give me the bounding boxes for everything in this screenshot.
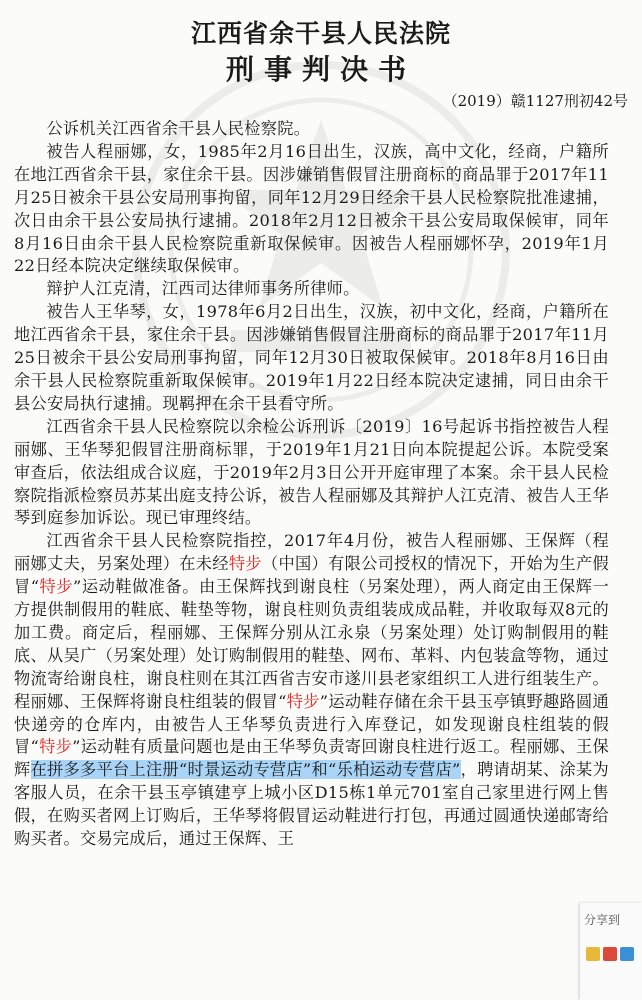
court-name: 江西省余干县人民法院 bbox=[190, 19, 451, 48]
charges-paragraph bbox=[14, 530, 609, 851]
share-icons bbox=[586, 947, 634, 961]
charges-text: ，聘请胡某、涂某为客服人员，在余干县玉亭镇建亨上城小区D15栋1单元701室自己家里进行网上售假，在购买者网上订购后，王华琴将假冒运动鞋进行打包，再通过圆通快递邮寄给购买者。交易完成后，通过王保辉、王 bbox=[14, 760, 609, 849]
charges-text: ”运动鞋有质量问题也是由王华琴负责寄回谢良柱进行返工。程丽娜、王保辉 bbox=[14, 737, 609, 780]
document-title: 刑事判决书 bbox=[225, 53, 416, 86]
prosecutor-paragraph: 公诉机关江西省余干县人民检察院。 bbox=[46, 119, 311, 138]
procedure-paragraph: 江西省余干县人民检察院以余检公诉刑诉〔2019〕16号起诉书指控被告人程丽娜、王华琴犯假冒注册商标罪，于2019年1月21日向本院提起公诉。本院受案审查后，依法组成合议庭，于2019年2月3日公开开庭审理了本案。余干县人民检察院指派检察员苏某出庭支持公诉，被告人程丽娜及其辩护人江克清、被告人王华琴到庭参加诉讼。现已审理终结。 bbox=[14, 416, 609, 528]
tencent-share-icon[interactable] bbox=[620, 947, 634, 961]
charges-text: ”运动鞋做准备。由王保辉找到谢良柱（另案处理），两人商定由王保辉一方提供制假用的鞋底、鞋垫等物，谢良柱则负责组装成成品鞋，并收取每双8元的加工费。商定后，程丽娜、王保辉分别从江永泉（另案处理）处订购制假用的鞋底、从吴广（另案处理）处订购制假用的鞋垫、网布、革料、内包装盒等物，通过物流寄给谢良柱，谢良柱则在其江西省吉安市遂川县老家组织工人进行组装生产。程丽娜、王保辉将谢良柱组装的假冒“ bbox=[14, 577, 609, 711]
brand-name: 特步 bbox=[228, 554, 262, 574]
brand-name: 特步 bbox=[39, 577, 74, 597]
share-label: 分享到 bbox=[584, 913, 621, 927]
charges-text: 江西省余干县人民检察院指控，2017年4月份，被告人程丽娜、王保辉（程丽娜丈夫，另案处理）在未经 bbox=[14, 531, 609, 574]
case-number: （2019）赣1127刑初42号 bbox=[442, 92, 628, 110]
judgment-body bbox=[14, 118, 609, 851]
brand-name: 特步 bbox=[286, 691, 320, 711]
defendant-2-paragraph: 被告人王华琴，女，1978年6月2日出生，汉族，初中文化，经商，户籍所在地江西省余干县，家住余干县。因涉嫌销售假冒注册商标的商品罪于2017年11月25日被余干县公安局刑事拘留，同年12月30日被取保候审。2018年8月16日由余干县人民检察院重新取保候审。2019年1月22日经本院决定逮捕，同日由余干县公安局执行逮捕。现羁押在余干县看守所。 bbox=[14, 302, 609, 413]
qzone-share-icon[interactable] bbox=[586, 947, 600, 961]
highlighted-selection[interactable]: 在拼多多平台上注册“时景运动专营店”和“乐柏运动专营店” bbox=[30, 760, 461, 780]
brand-name: 特步 bbox=[39, 737, 73, 757]
charges-text: （中国）有限公司授权的情况下，开始为生产假冒“ bbox=[14, 554, 609, 597]
share-panel[interactable] bbox=[580, 903, 642, 1000]
defense-counsel-paragraph: 辩护人江克清，江西司达律师事务所律师。 bbox=[46, 279, 360, 299]
charges-text: ”运动鞋存储在余干县玉亭镇野趣路圆通快递旁的仓库内，由被告人王华琴负责进行入库登记，如发现谢良柱组装的假冒“ bbox=[14, 691, 609, 757]
weibo-share-icon[interactable] bbox=[603, 947, 617, 961]
defendant-1-paragraph: 被告人程丽娜，女，1985年2月16日出生，汉族，高中文化，经商，户籍所在地江西省余干县，家住余干县。因涉嫌销售假冒注册商标的商品罪于2017年11月25日被余干县公安局刑事拘留，同年12月29日经余干县人民检察院批准逮捕，次日由余干县公安局执行逮捕。2018年2月12日被余干县公安局取保候审，同年8月16日由余干县人民检察院重新取保候审。因被告人程丽娜怀孕，2019年1月22日经本院决定继续取保候审。 bbox=[14, 141, 609, 276]
